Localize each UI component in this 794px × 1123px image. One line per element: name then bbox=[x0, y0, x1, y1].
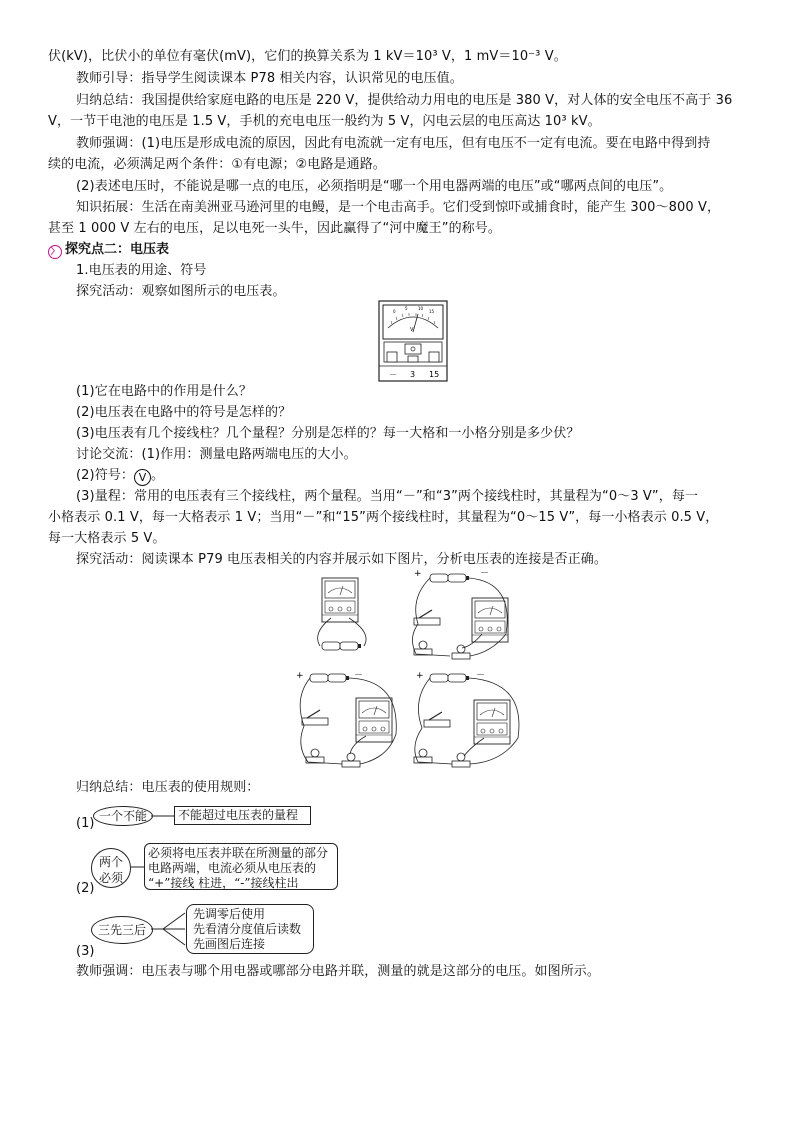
paragraph-summary-1: 归纳总结：我国提供给家庭电路的电压是 220 V，提供给动力用电的电压是 380 V，对人体的安全电压不高于 36 bbox=[76, 93, 733, 108]
discussion-3-line-2: 小格表示 0.1 V，每一大格表示 1 V；当用“－”和“15”两个接线柱时，其量程为“0～15 V”，每一小格表示 0.5 V， bbox=[48, 510, 719, 525]
rule-2-oval-line-2: 必须 bbox=[98, 871, 123, 885]
plus-sign: + bbox=[296, 671, 304, 681]
rule-2-number: (2) bbox=[76, 881, 95, 896]
paragraph-unit-conversion: 伏(kV)，比伏小的单位有毫伏(mV)，它们的换算关系为 1 kV＝10³ V，1 mV＝10⁻³ V。 bbox=[48, 49, 567, 64]
meter-symbol: V bbox=[410, 327, 414, 333]
rule-3-number: (3) bbox=[76, 944, 95, 959]
rule-1-number: (1) bbox=[76, 816, 95, 831]
paragraph-emphasis-2: 续的电流，必须满足两个条件：①有电源；②电路是通路。 bbox=[48, 157, 386, 172]
terminal-15-label: 15 bbox=[429, 370, 440, 379]
rule-2-text-line-2: 电路两端，电流必须从电压表的 bbox=[148, 861, 317, 875]
paragraph-final-emphasis: 教师强调：电压表与哪个用电器或哪部分电路并联，测量的就是这部分的电压。如图所示。 bbox=[76, 964, 601, 979]
plus-sign: + bbox=[416, 671, 424, 681]
discussion-3-line-3: 每一大格表示 5 V。 bbox=[48, 531, 166, 546]
scale-label: 15 bbox=[429, 309, 435, 314]
minus-sign: － bbox=[480, 569, 490, 579]
section-heading bbox=[48, 240, 169, 260]
discussion-2-label: (2)符号： bbox=[76, 468, 135, 483]
rule-3-brace bbox=[151, 906, 187, 952]
discussion-1: 讨论交流：(1)作用：测量电路两端电压的大小。 bbox=[76, 447, 357, 462]
subheading-usage: 1.电压表的用途、符号 bbox=[76, 263, 207, 278]
paragraph-emphasis-3: (2)表述电压时，不能说是哪一点的电压，必须指明是“哪一个用电器两端的电压”或“哪两点间的电压”。 bbox=[76, 179, 673, 194]
rule-3-text-line-3: 先画图后连接 bbox=[193, 937, 266, 951]
scale-label: 0 bbox=[393, 309, 396, 314]
scale-label: 5 bbox=[405, 306, 408, 311]
discussion-3-line-1: (3)量程：常用的电压表有三个接线柱，两个量程。当用“－”和“3”两个接线柱时，其量程为“0～3 V”，每一 bbox=[76, 489, 699, 504]
paragraph-emphasis-1: 教师强调：(1)电压是形成电流的原因，因此有电流就一定有电压，但有电压不一定有电流。要在电路中得到持 bbox=[76, 136, 711, 151]
terminal-3-label: 3 bbox=[410, 370, 416, 379]
rule-3-oval: 三先三后 bbox=[91, 916, 153, 944]
voltmeter-symbol-icon: V bbox=[134, 469, 151, 486]
rule-1-box: 不能超过电压表的量程 bbox=[174, 806, 311, 825]
voltmeter-figure bbox=[378, 300, 448, 382]
section-title: 探究点二：电压表 bbox=[65, 242, 170, 257]
discussion-2-end: 。 bbox=[151, 468, 165, 483]
rule-3-box bbox=[186, 904, 314, 954]
rule-1-oval: 一个不能 bbox=[93, 806, 153, 826]
rule-2-box bbox=[144, 843, 338, 890]
paragraph-summary-2: V，一节干电池的电压是 1.5 V，手机的充电电压一般约为 5 V，闪电云层的电压高达 10³ kV。 bbox=[48, 114, 601, 129]
terminal-negative-label: － bbox=[389, 370, 397, 379]
paragraph-extension-1: 知识拓展：生活在南美洲亚马逊河里的电鳗，是一个电击高手。它们受到惊吓或捕食时，能产生 300～800 V， bbox=[76, 200, 721, 215]
paragraph-activity-1: 探究活动：观察如图所示的电压表。 bbox=[76, 284, 286, 299]
rule-2-text-line-3: “+”接线 柱进，“-”接线柱出 bbox=[148, 876, 299, 890]
question-2: (2)电压表在电路中的符号是怎样的？ bbox=[76, 405, 292, 420]
rule-3-text-line-1: 先调零后使用 bbox=[193, 907, 266, 921]
paragraph-activity-2: 探究活动：阅读课本 P79 电压表相关的内容并展示如下图片，分析电压表的连接是否正确。 bbox=[76, 552, 607, 567]
rule-1-connector bbox=[151, 811, 175, 821]
rules-heading: 归纳总结：电压表的使用规则： bbox=[76, 780, 260, 795]
question-3: (3)电压表有几个接线柱？几个量程？分别是怎样的？每一大格和一小格分别是多少伏？ bbox=[76, 426, 580, 441]
plus-sign: + bbox=[414, 569, 422, 579]
minus-sign: － bbox=[476, 671, 486, 681]
minus-sign: － bbox=[354, 671, 364, 681]
section-arrow-icon: 〉 bbox=[48, 245, 62, 259]
paragraph-teacher-guide: 教师引导：指导学生阅读课本 P78 相关内容，认识常见的电压值。 bbox=[76, 71, 463, 86]
zero-adjust-knob bbox=[405, 344, 421, 354]
question-1: (1)它在电路中的作用是什么？ bbox=[76, 384, 252, 399]
rule-3-text-line-2: 先看清分度值后读数 bbox=[193, 922, 302, 936]
rule-2-connector bbox=[131, 862, 145, 872]
rule-2-oval-line-1: 两个 bbox=[98, 855, 123, 869]
scale-label: 10 bbox=[418, 306, 424, 311]
rule-2-text-line-1: 必须将电压表并联在所测量的部分 bbox=[148, 846, 329, 860]
paragraph-extension-2: 甚至 1 000 V 左右的电压，足以电死一头牛，因此赢得了“河中魔王”的称号。 bbox=[48, 221, 501, 236]
rule-2-oval bbox=[91, 848, 131, 888]
circuit-diagrams bbox=[292, 568, 532, 776]
discussion-2 bbox=[76, 466, 776, 486]
